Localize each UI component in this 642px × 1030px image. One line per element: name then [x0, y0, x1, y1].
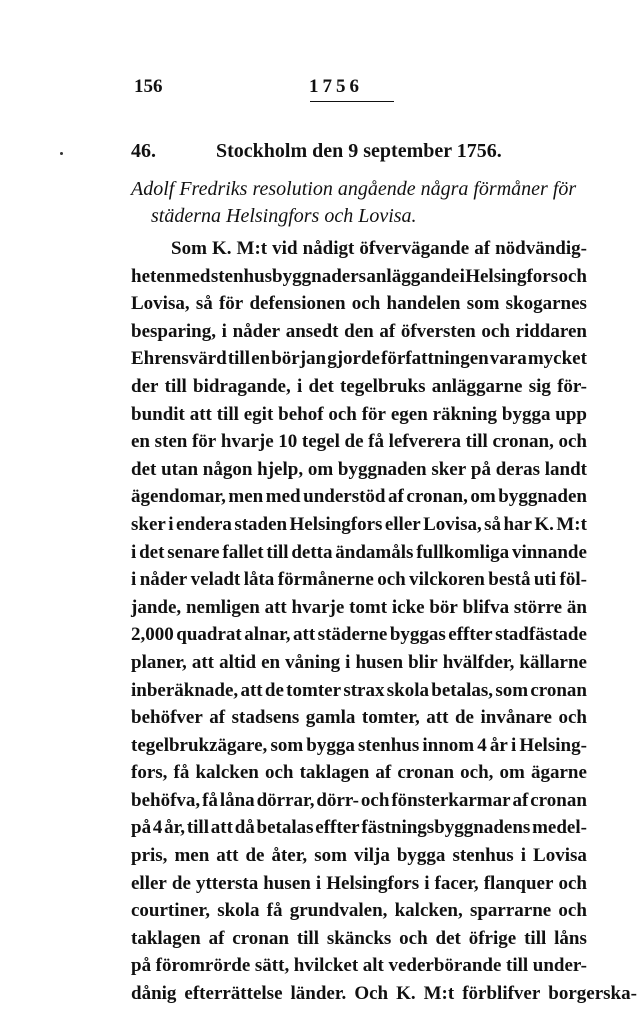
body-line: det utan någon hjelp, om byggnaden sker på deras landt: [131, 458, 587, 480]
subtitle-line: Adolf Fredriks resolution angående några förmåner för: [131, 178, 577, 200]
body-line: på 4 år, till att då betalas effter fästningsbyggnadens medel-: [131, 817, 587, 839]
document-subtitle: [131, 176, 591, 230]
page-number: 156: [134, 76, 163, 97]
subtitle-line: städerna Helsingfors och Lovisa.: [151, 205, 417, 227]
body-line: tegelbrukzägare, som bygga stenhus innom 4 år i Helsing-: [131, 734, 587, 756]
body-line: courtiner, skola få grundvalen, kalcken, sparrarne och: [131, 900, 587, 922]
body-line: der till bidragande, i det tegelbruks anläggarne sig för-: [131, 375, 587, 397]
body-line: inberäknade, att de tomter strax skola betalas, som cronan: [131, 679, 587, 701]
body-line: på föromrörde sätt, hvilcket alt vederbörande till under-: [131, 955, 587, 977]
body-line: sker i endera staden Helsingfors eller Lovisa, så har K. M:t: [131, 513, 587, 535]
body-line: pris, men att de åter, som vilja bygga stenhus i Lovisa: [131, 845, 587, 867]
document-number: 46.: [131, 140, 156, 162]
body-line: planer, att altid en våning i husen blir hvälfder, källarne: [131, 651, 587, 673]
margin-ink-dot: [60, 152, 63, 155]
body-line: i nåder veladt låta förmånerne och vilckoren bestå uti föl-: [131, 569, 587, 591]
body-line: i det senare fallet till detta ändamåls fullkomliga vinnande: [131, 541, 587, 563]
body-line: en sten för hvarje 10 tegel de få lefverera till cronan, och: [131, 431, 587, 453]
body-line: 2,000 quadrat alnar, att städerne byggas effter stadfästade: [131, 624, 587, 646]
body-line: eller de yttersta husen i Helsingfors i facer, flanquer och: [131, 872, 587, 894]
body-line: taklagen af cronan till skäncks och det öfrige till låns: [131, 927, 587, 949]
body-line: Som K. M:t vid nådigt öfvervägande af nödvändig-: [171, 238, 587, 259]
body-line: Lovisa, så för defensionen och handelen som skogarnes: [131, 293, 587, 315]
body-line: besparing, i nåder ansedt den af öfversten och riddaren: [131, 320, 587, 342]
body-line: ägendomar, men med understöd af cronan, om byggnaden: [131, 486, 587, 508]
body-line: dånig efterrättelse länder. Och K. M:t förblifver borgerska-: [131, 983, 637, 1005]
body-line: Ehrensvärd till en början gjorde författningen vara mycket: [131, 348, 587, 370]
document-place-date: Stockholm den 9 september 1756.: [216, 140, 502, 162]
body-text: [131, 235, 637, 1008]
running-header-year: 1756: [309, 76, 363, 97]
body-line: heten med stenhusbyggnaders anläggande i Helsingfors och: [131, 265, 587, 287]
header-rule: [310, 101, 394, 102]
body-line: behöfver af stadsens gamla tomter, att de invånare och: [131, 707, 587, 729]
body-line: fors, få kalcken och taklagen af cronan och, om ägarne: [131, 762, 587, 784]
body-line: behöfva, få låna dörrar, dörr- och fönsterkarmar af cronan: [131, 789, 587, 811]
body-line: bundit att till egit behof och för egen räkning bygga upp: [131, 403, 587, 425]
body-line: jande, nemligen att hvarje tomt icke bör blifva större än: [131, 596, 587, 618]
